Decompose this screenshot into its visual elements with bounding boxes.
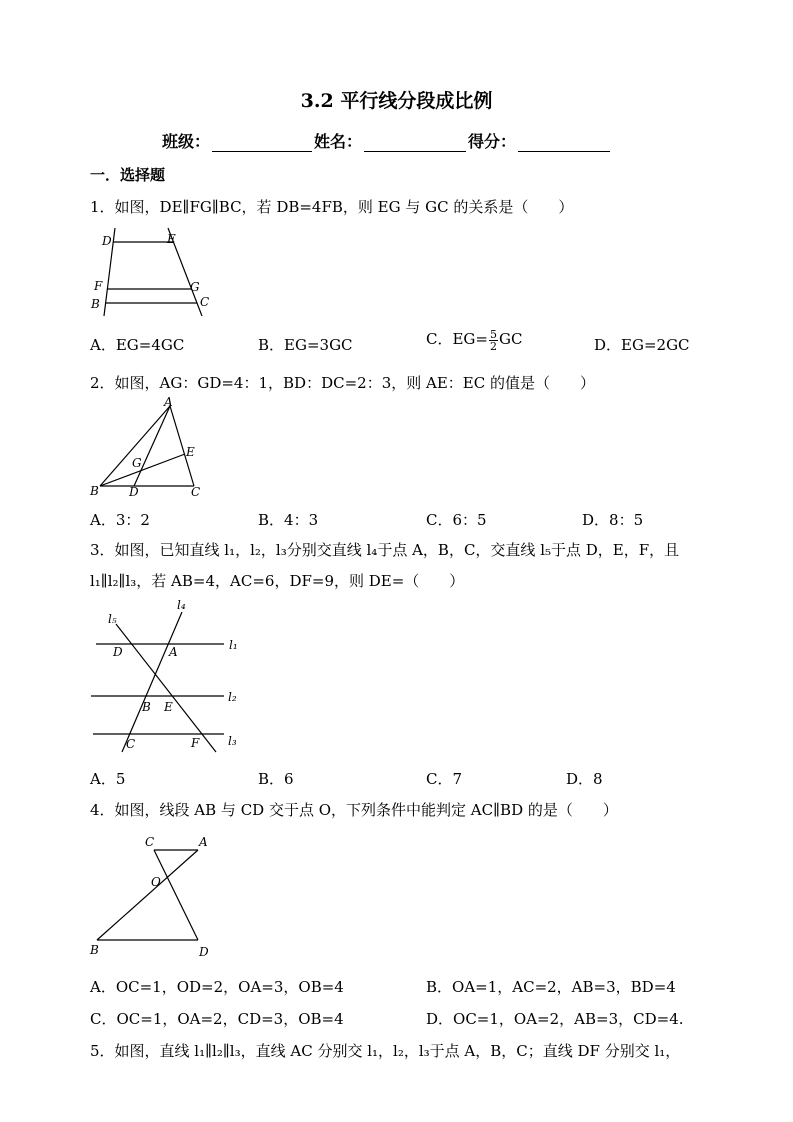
point-label: C [191, 485, 201, 499]
point-label: A [169, 645, 178, 659]
point-label: B [90, 484, 99, 498]
question-1-option-c[interactable] [426, 328, 522, 352]
point-label: D [113, 645, 123, 659]
point-label: F [94, 279, 103, 293]
question-1-option-a[interactable]: A．EG=4GC [90, 336, 185, 354]
question-2-stem: 2．如图，AG：GD=4：1，BD：DC=2：3，则 AE：EC 的值是（ ） [90, 374, 595, 392]
option-c-prefix: C．EG= [426, 330, 488, 348]
question-2-option-c[interactable]: C．6：5 [426, 511, 487, 529]
point-label: F [191, 736, 200, 750]
score-label: 得分： [468, 132, 517, 151]
line-label: l₂ [228, 690, 237, 704]
question-1-stem: 1．如图，DE∥FG∥BC，若 DB=4FB，则 EG 与 GC 的关系是（ ） [90, 198, 574, 216]
section-heading: 一．选择题 [90, 166, 166, 184]
score-blank [518, 133, 610, 152]
question-4-option-c[interactable]: C．OC=1，OA=2，CD=3，OB=4 [90, 1010, 344, 1028]
question-5-stem: 5．如图，直线 l₁∥l₂∥l₃，直线 AC 分别交 l₁，l₂，l₃于点 A，B，C；直线 DF 分别交 l₁， [90, 1042, 681, 1060]
question-3-stem-line-2: l₁∥l₂∥l₃，若 AB=4，AC=6，DF=9，则 DE=（ ） [90, 572, 465, 590]
question-2-option-a[interactable]: A．3：2 [90, 511, 150, 529]
question-3-option-c[interactable]: C．7 [426, 770, 463, 788]
point-label: B [142, 700, 151, 714]
question-4-option-a[interactable]: A．OC=1，OD=2，OA=3，OB=4 [90, 978, 344, 996]
point-label: E [164, 700, 173, 714]
question-3-stem-line-1: 3．如图，已知直线 l₁，l₂，l₃分别交直线 l₄于点 A，B，C，交直线 l₅于点 D，E，F，且 [90, 541, 680, 559]
line-label: l₄ [177, 598, 186, 612]
point-label: E [186, 445, 195, 459]
question-4-option-d[interactable]: D．OC=1，OA=2，AB=3，CD=4. [426, 1010, 684, 1028]
point-label: B [91, 297, 100, 311]
line-label: l₁ [229, 638, 238, 652]
point-label: D [102, 234, 112, 248]
option-c-suffix: GC [498, 330, 523, 348]
point-label: D [129, 485, 139, 499]
student-info-row [162, 129, 612, 152]
class-blank [212, 133, 312, 152]
fraction: $\frac{5}{2}$ [489, 327, 497, 353]
question-2-option-b[interactable]: B．4：3 [258, 511, 319, 529]
question-3-figure [88, 596, 248, 758]
question-3-option-d[interactable]: D．8 [566, 770, 603, 788]
point-label: O [151, 875, 161, 889]
point-label: G [132, 456, 142, 470]
question-1-option-d[interactable]: D．EG=2GC [594, 336, 690, 354]
point-label: A [199, 835, 208, 849]
point-label: D [199, 945, 209, 959]
point-label: E [167, 232, 176, 246]
question-4-figure [88, 830, 218, 962]
point-label: C [200, 295, 210, 309]
point-label: C [126, 737, 136, 751]
question-4-stem: 4．如图，线段 AB 与 CD 交于点 O，下列条件中能判定 AC∥BD 的是（ ） [90, 801, 618, 819]
point-label: A [164, 396, 173, 409]
question-2-option-d[interactable]: D．8：5 [582, 511, 644, 529]
line-label: l₃ [228, 734, 237, 748]
question-1-figure [88, 226, 218, 318]
name-blank [364, 133, 466, 152]
name-label: 姓名： [314, 132, 363, 151]
question-4-option-b[interactable]: B．OA=1，AC=2，AB=3，BD=4 [426, 978, 676, 996]
point-label: G [190, 280, 200, 294]
page-title: 3.2 平行线分段成比例 [300, 90, 493, 112]
question-2-figure [88, 396, 218, 500]
class-label: 班级： [162, 132, 211, 151]
point-label: C [145, 835, 155, 849]
line-label: l₅ [108, 612, 117, 626]
point-label: B [90, 943, 99, 957]
question-3-option-a[interactable]: A．5 [90, 770, 126, 788]
question-1-option-b[interactable]: B．EG=3GC [258, 336, 353, 354]
question-3-option-b[interactable]: B．6 [258, 770, 294, 788]
